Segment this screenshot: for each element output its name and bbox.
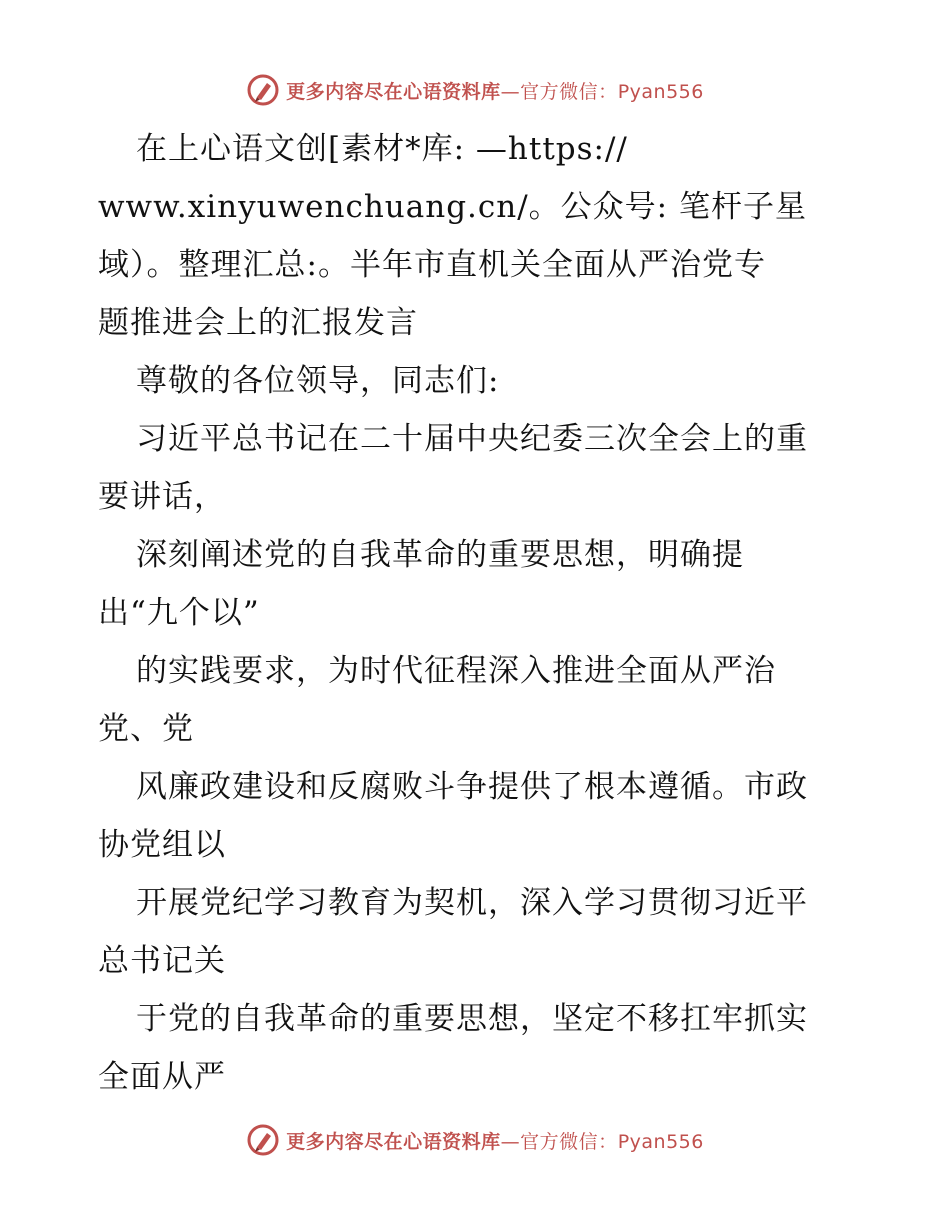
text-line: 出“九个以”: [98, 595, 260, 631]
text-line: 尊敬的各位领导，同志们:: [136, 363, 500, 399]
banner-wechat-id: Pyan556: [617, 1130, 704, 1153]
footer-banner: [0, 1120, 950, 1160]
text-line: 于党的自我革命的重要思想，坚定不移扛牢抓实: [136, 1001, 808, 1037]
banner-text: [286, 77, 704, 104]
text-line: 的实践要求，为时代征程深入推进全面从严治: [136, 653, 776, 689]
text-line: www.xinyuwenchuang.cn/。公众号: 笔杆子星: [98, 189, 807, 225]
text-line: 全面从严: [98, 1059, 226, 1095]
text-line: 风廉政建设和反腐败斗争提供了根本遵循。市政: [136, 769, 808, 805]
pen-nib-logo-icon: [246, 73, 280, 107]
text-line: 党、党: [98, 711, 194, 747]
text-line: 总书记关: [98, 943, 226, 979]
banner-text: [286, 1127, 704, 1154]
banner-main-text: 更多内容尽在心语资料库: [286, 1130, 501, 1153]
header-banner: [0, 70, 950, 110]
text-line: 习近平总书记在二十届中央纪委三次全会上的重: [136, 421, 808, 457]
banner-main-text: 更多内容尽在心语资料库: [286, 80, 501, 103]
text-line: 题推进会上的汇报发言: [98, 305, 418, 341]
pen-nib-logo-icon: [246, 1123, 280, 1157]
text-line: 在上心语文创[素材*库: —https://: [136, 131, 628, 167]
text-line: 要讲话，: [98, 479, 226, 515]
text-line: 深刻阐述党的自我革命的重要思想，明确提: [136, 537, 744, 573]
banner-wechat-id: Pyan556: [617, 80, 704, 103]
banner-separator-text: —官方微信：: [500, 80, 618, 103]
banner-separator-text: —官方微信：: [500, 1130, 618, 1153]
text-line: 域）。整理汇总:。半年市直机关全面从严治党专: [98, 247, 766, 283]
text-line: 协党组以: [98, 827, 226, 863]
document-body: [98, 120, 858, 1106]
text-line: 开展党纪学习教育为契机，深入学习贯彻习近平: [136, 885, 808, 921]
